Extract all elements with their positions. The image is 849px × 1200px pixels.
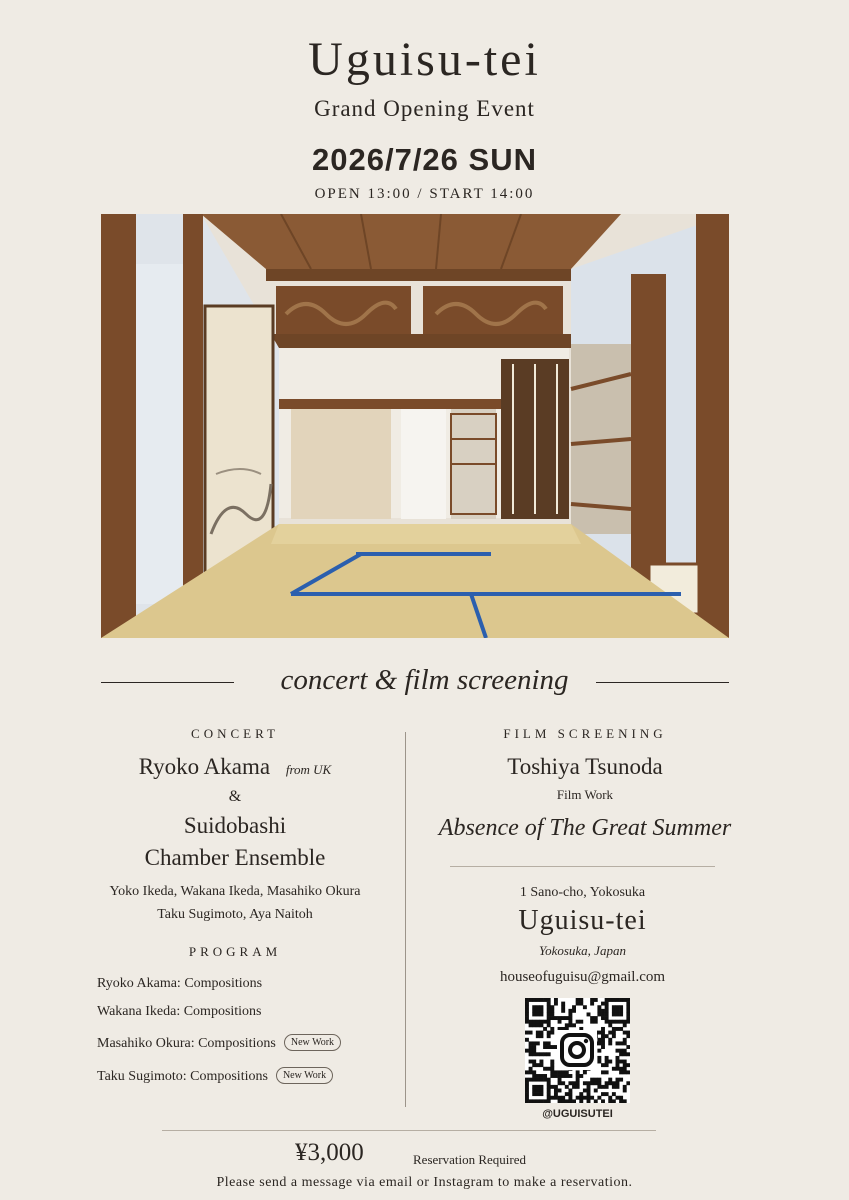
venue-email[interactable]: houseofuguisu@gmail.com (499, 969, 666, 985)
instagram-icon (557, 1030, 597, 1070)
ensemble-name-2: Chamber Ensemble (144, 845, 326, 870)
venue-location: Yokosuka, Japan (539, 943, 626, 958)
program-item-text: Masahiko Okura: Compositions (97, 1036, 276, 1051)
artist-name: Ryoko Akama (138, 754, 271, 779)
program-item-text: Wakana Ikeda: Compositions (97, 1004, 262, 1019)
ampersand: & (228, 788, 242, 805)
program-item (97, 1034, 341, 1052)
footer-divider (162, 1130, 656, 1131)
ensemble-members-2: Taku Sugimoto, Aya Naitoh (157, 907, 313, 922)
venue-address: 1 Sano-cho, Yokosuka (519, 885, 646, 900)
section-heading: concert & film screening (280, 664, 569, 696)
concert-artist-line (70, 754, 400, 780)
program-item (97, 1004, 262, 1020)
event-date: 2026/7/26 SUN (312, 142, 537, 177)
film-heading: FILM SCREENING (503, 726, 667, 741)
reservation-instructions: Please send a message via email or Instagram to make a reservation. (216, 1175, 633, 1190)
film-director: Toshiya Tsunoda (507, 754, 663, 779)
event-times: OPEN 13:00 / START 14:00 (314, 186, 535, 202)
ensemble-name-1: Suidobashi (183, 813, 287, 838)
event-subtitle: Grand Opening Event (314, 96, 535, 121)
instagram-handle[interactable]: @UGUISUTEI (542, 1108, 613, 1120)
artist-origin: from UK (285, 762, 332, 777)
ticket-price: ¥3,000 (295, 1139, 364, 1166)
program-heading: PROGRAM (188, 944, 282, 959)
interior-photo (101, 214, 729, 638)
venue-divider (450, 866, 715, 867)
concert-heading: CONCERT (191, 726, 279, 741)
program-item (97, 976, 262, 992)
event-title: Uguisu-tei (308, 33, 541, 86)
reservation-note: Reservation Required (413, 1152, 526, 1167)
film-caption: Film Work (556, 787, 614, 802)
new-work-badge: New Work (284, 1034, 341, 1051)
program-item-text: Ryoko Akama: Compositions (97, 976, 263, 991)
program-item-text: Taku Sugimoto: Compositions (97, 1069, 268, 1084)
ensemble-members-1: Yoko Ikeda, Wakana Ikeda, Masahiko Okura (109, 884, 361, 899)
venue-name: Uguisu-tei (518, 905, 647, 936)
new-work-badge: New Work (276, 1067, 333, 1084)
film-title: Absence of The Great Summer (438, 815, 732, 841)
program-item (97, 1067, 333, 1085)
column-divider (405, 732, 406, 1107)
